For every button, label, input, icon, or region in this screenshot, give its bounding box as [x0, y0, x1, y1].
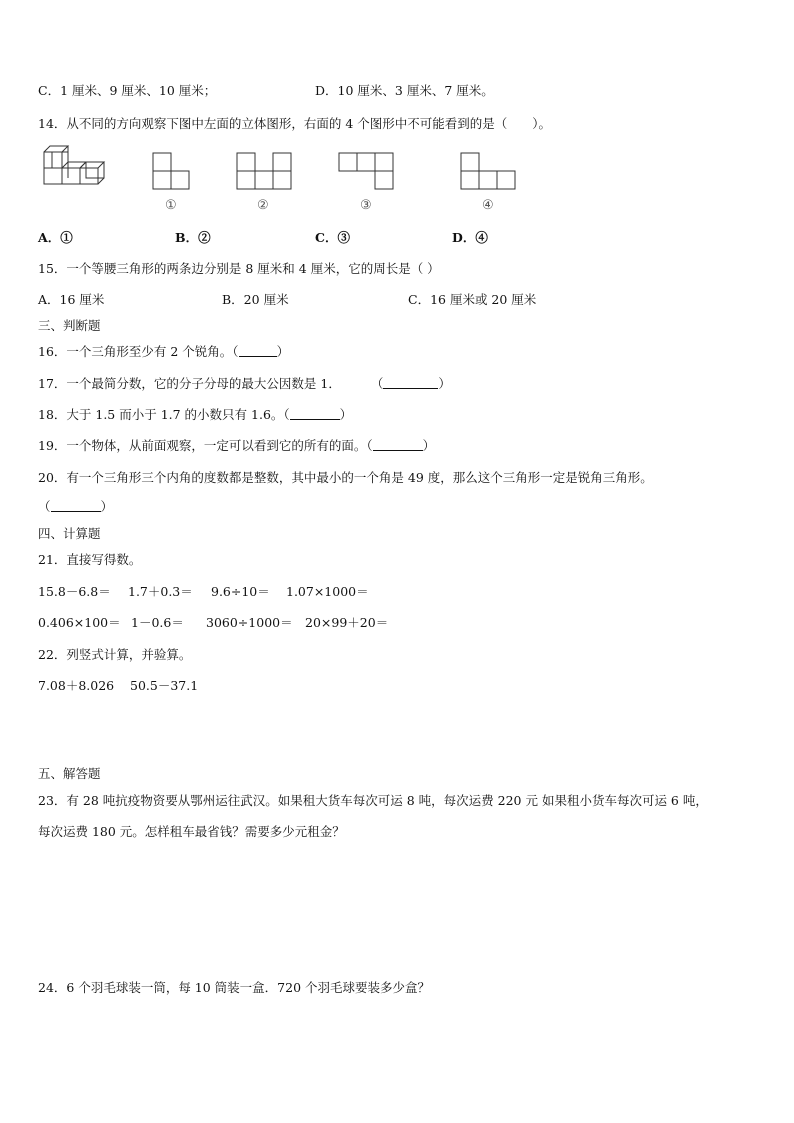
q14-option-c: C．③ [315, 230, 350, 245]
q14-fig-label-2: ② [257, 198, 269, 213]
q23-line1: 23．有 28 吨抗疫物资要从鄂州运往武汉。如果租大货车每次可运 8 吨，每次运费 220 元 如果租小货车每次可运 6 吨， [38, 793, 708, 808]
q17-open: （ [370, 376, 384, 391]
q14-fig-label-4: ④ [482, 198, 494, 213]
q14-option-d: D．④ [452, 230, 488, 245]
q13-option-d: D．10 厘米、3 厘米、7 厘米。 [315, 83, 494, 98]
section-4-title: 四、计算题 [38, 526, 101, 541]
q21-row1-item4: 1.07×1000＝ [286, 584, 369, 599]
q20-open: （ [38, 499, 51, 514]
q17-answer-blank[interactable] [383, 376, 438, 389]
q16 [38, 344, 289, 360]
q18 [38, 407, 352, 423]
q14-option-b: B．② [175, 230, 211, 245]
q23-line2: 每次运费 180 元。怎样租车最省钱？需要多少元租金？ [38, 824, 345, 839]
q14-view-1 [152, 152, 192, 192]
q14-fig-label-3: ③ [360, 198, 372, 213]
q19-answer-blank[interactable] [373, 438, 423, 451]
q14-option-a: A．① [38, 230, 73, 245]
q19-close: ） [422, 438, 436, 453]
q21-row2-item3: 3060÷1000＝ [206, 615, 293, 630]
section-3-title: 三、判断题 [38, 318, 101, 333]
q20-stem: 20．有一个三角形三个内角的度数都是整数，其中最小的一个角是 49 度，那么这个三角形一定是锐角三角形。 [38, 470, 653, 485]
section-5-title: 五、解答题 [38, 766, 101, 781]
q20-answer-blank[interactable] [51, 499, 101, 512]
q21-row2-item4: 20×99＋20＝ [305, 615, 389, 630]
q17-close: ） [438, 376, 451, 391]
q21-row2-item2: 1－0.6＝ [131, 615, 184, 630]
q17 [38, 376, 451, 392]
q18-answer-blank[interactable] [290, 407, 340, 420]
q16-stem: 16．一个三角形至少有 2 个锐角。（ [38, 344, 239, 359]
q22-stem: 22．列竖式计算，并验算。 [38, 647, 192, 662]
q19 [38, 438, 435, 454]
q18-stem: 18．大于 1.5 而小于 1.7 的小数只有 1.6。（ [38, 407, 290, 422]
q15-option-c: C．16 厘米或 20 厘米 [408, 292, 537, 307]
q14-view-3 [338, 152, 396, 192]
q22-item2: 50.5－37.1 [130, 678, 199, 693]
q21-stem: 21．直接写得数。 [38, 552, 142, 567]
q16-close: ） [276, 344, 290, 359]
q14-view-2 [236, 152, 294, 192]
q22-item1: 7.08＋8.026 [38, 678, 115, 693]
q21-row1-item3: 9.6÷10＝ [211, 584, 270, 599]
q20-answer [38, 499, 113, 515]
q14-view-4 [460, 152, 520, 192]
q18-close: ） [339, 407, 353, 422]
q21-row2-item1: 0.406×100＝ [38, 615, 121, 630]
q20-close: ） [100, 499, 114, 514]
q14-solid-figure [40, 142, 110, 194]
q17-stem: 17．一个最简分数，它的分子分母的最大公因数是 1． [38, 376, 341, 391]
q15-stem: 15．一个等腰三角形的两条边分别是 8 厘米和 4 厘米，它的周长是（ ） [38, 261, 440, 276]
q19-stem: 19．一个物体，从前面观察，一定可以看到它的所有的面。（ [38, 438, 373, 453]
q21-row1-item1: 15.8－6.8＝ [38, 584, 111, 599]
q15-option-b: B．20 厘米 [222, 292, 289, 307]
q24-stem: 24．6 个羽毛球装一筒，每 10 筒装一盒．720 个羽毛球要装多少盒？ [38, 980, 431, 995]
q13-option-c: C．1 厘米、9 厘米、10 厘米； [38, 83, 217, 98]
q16-answer-blank[interactable] [239, 344, 277, 357]
q21-row1-item2: 1.7＋0.3＝ [128, 584, 193, 599]
q14-stem: 14．从不同的方向观察下图中左面的立体图形，右面的 4 个图形中不可能看到的是（ ）。 [38, 116, 552, 131]
q14-fig-label-1: ① [165, 198, 177, 213]
q15-option-a: A．16 厘米 [38, 292, 105, 307]
